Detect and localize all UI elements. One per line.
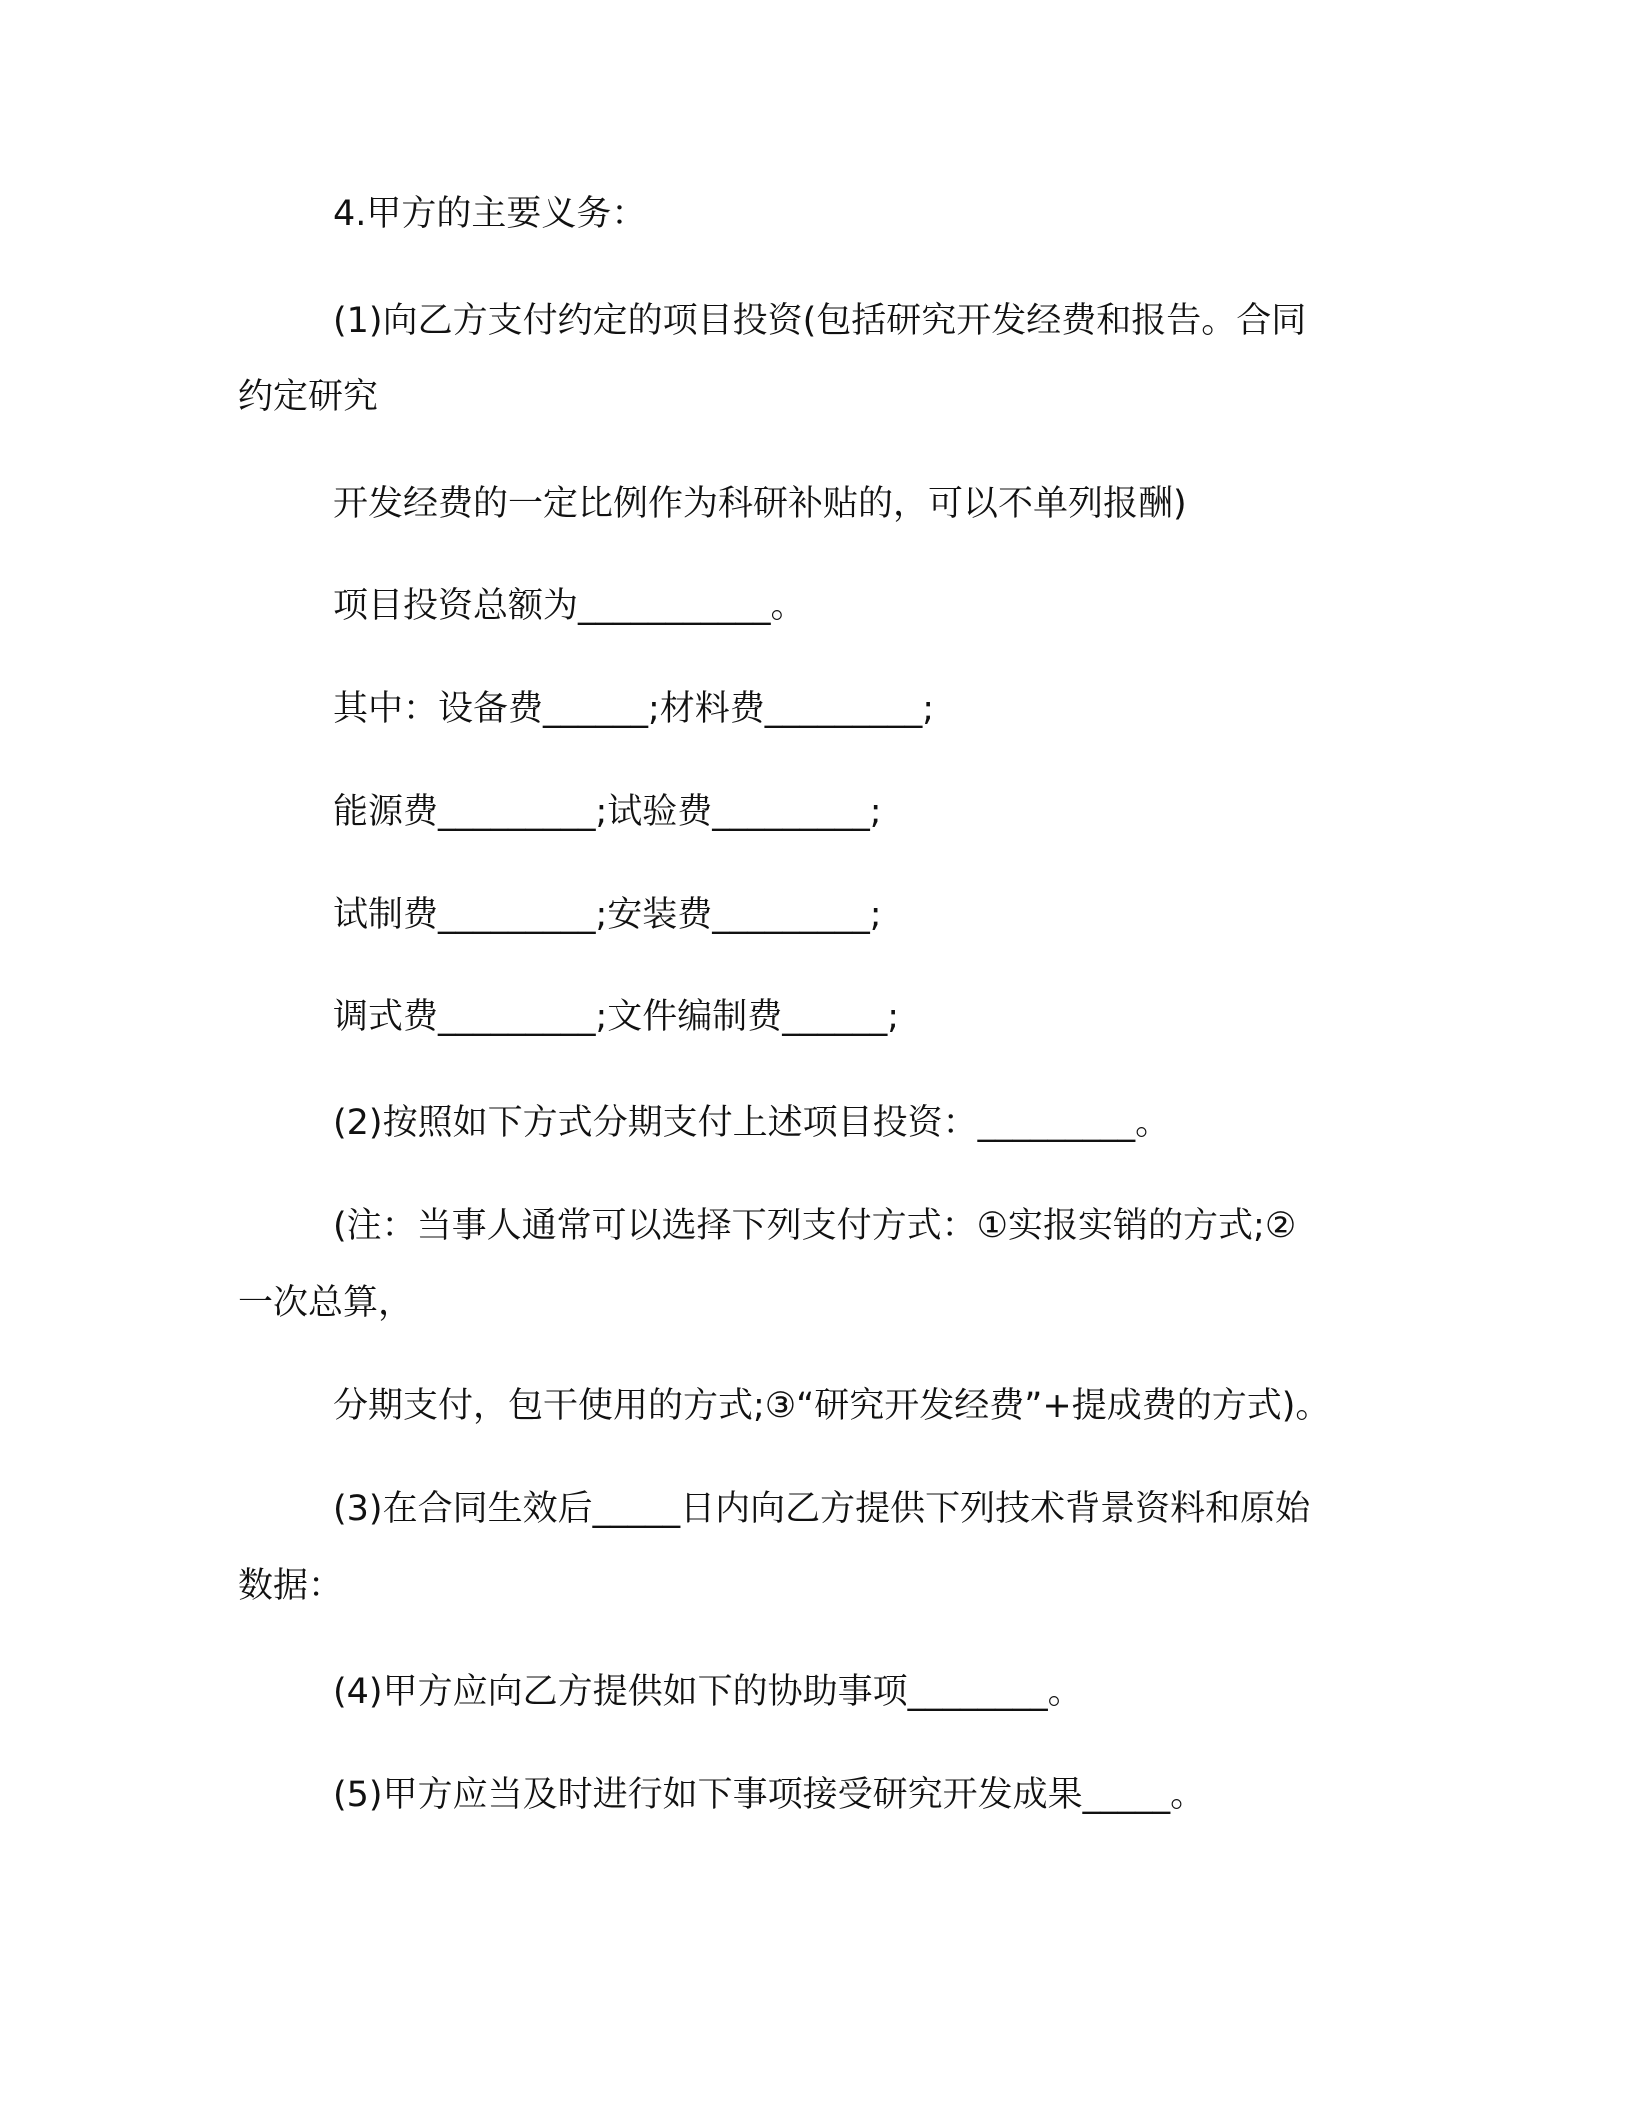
paragraph-line: 分期支付，包干使用的方式;③“研究开发经费”+提成费的方式)。 [333, 1386, 1331, 1426]
paragraph-line: (3)在合同生效后_____日内向乙方提供下列技术背景资料和原始 [333, 1489, 1311, 1529]
paragraph-line: 约定研究 [238, 377, 379, 417]
section-heading: 4.甲方的主要义务： [333, 194, 647, 234]
paragraph-line: 一次总算， [238, 1283, 414, 1323]
paragraph-line: (5)甲方应当及时进行如下事项接受研究开发成果_____。 [333, 1775, 1206, 1815]
paragraph-line: 试制费_________;安装费_________; [333, 895, 882, 935]
paragraph-line: 项目投资总额为___________。 [333, 586, 806, 626]
paragraph-line: (1)向乙方支付约定的项目投资(包括研究开发经费和报告。合同 [333, 301, 1307, 341]
paragraph-line: 开发经费的一定比例作为科研补贴的，可以不单列报酬) [333, 484, 1187, 524]
paragraph-line: (注：当事人通常可以选择下列支付方式：①实报实销的方式;② [333, 1206, 1297, 1246]
paragraph-line: (2)按照如下方式分期支付上述项目投资：_________。 [333, 1103, 1171, 1143]
paragraph-line: 数据： [238, 1566, 344, 1606]
paragraph-line: (4)甲方应向乙方提供如下的协助事项________。 [333, 1672, 1083, 1712]
paragraph-line: 调式费_________;文件编制费______; [333, 997, 900, 1037]
paragraph-line: 其中：设备费______;材料费_________; [333, 689, 935, 729]
paragraph-line: 能源费_________;试验费_________; [333, 792, 882, 832]
